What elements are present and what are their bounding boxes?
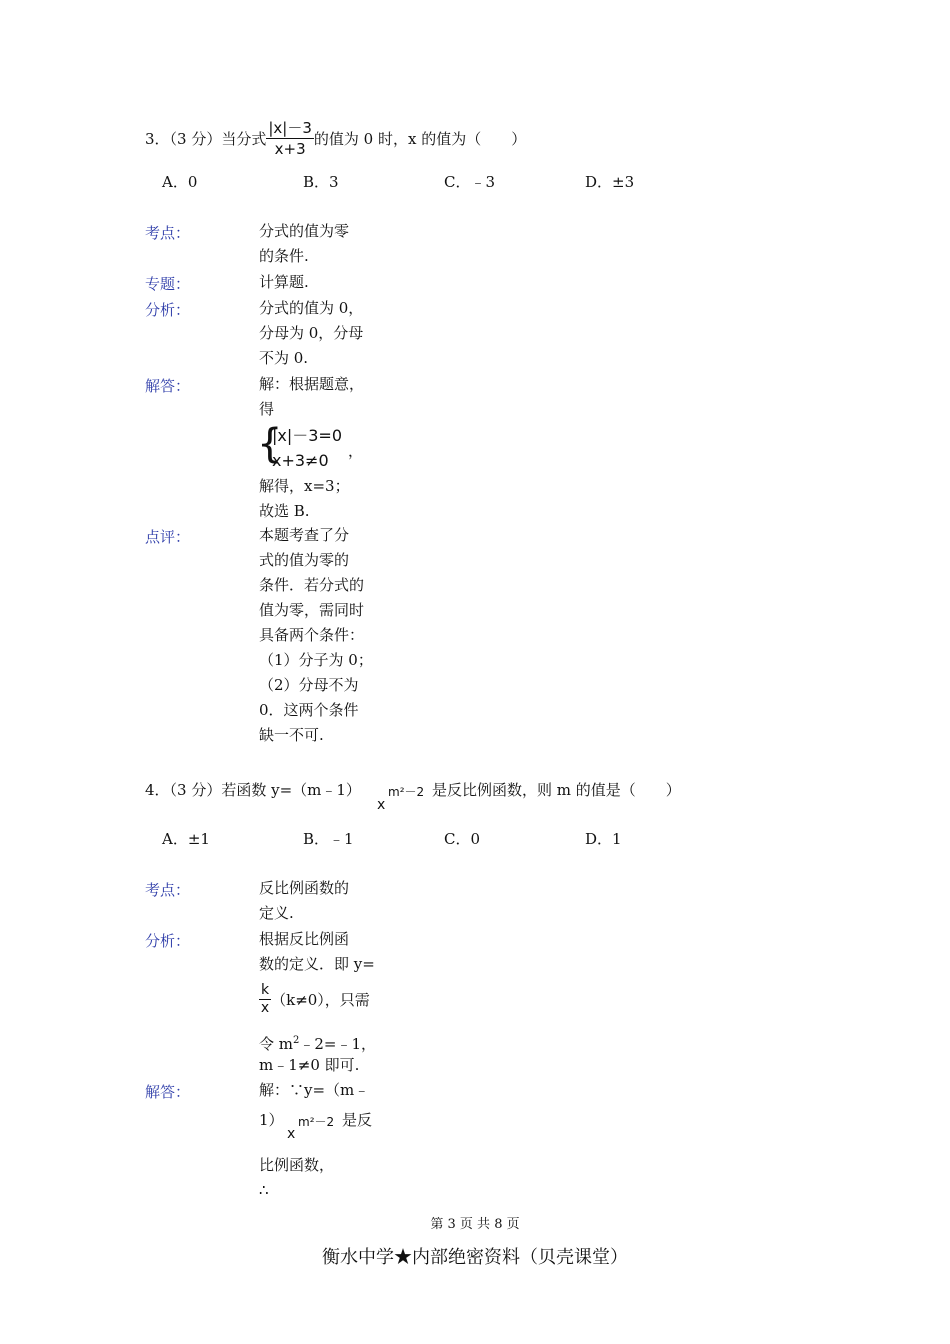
q3-kaodian: 分式的值为零 的条件.: [259, 222, 350, 265]
q4-option-c: C．0: [444, 830, 481, 848]
q4-jieda-label: 解答：: [145, 1083, 191, 1101]
q4-fenxi-b1: 令 $m^2﹣2=﹣1$，: [259, 1035, 377, 1053]
q4-option-d: D．1: [585, 830, 622, 848]
page-number: 第 3 页 共 8 页: [430, 1217, 520, 1232]
q4-x-base: x: [377, 797, 386, 813]
q3-dianping-label: 点评：: [145, 528, 191, 546]
q3-jieda-b: 解得，x=3； 故选 B.: [259, 477, 350, 520]
q4-k-fraction: $\frac{k}{x}$: [260, 982, 270, 1016]
q4-exponent: m²－2: [388, 785, 425, 799]
q4-fenxi-k-line: $\frac{k}{x}$ （k≠0），只需: [260, 982, 370, 1016]
q4-option-b: B．﹣1: [303, 830, 354, 848]
q3-system-line2: x+3≠0: [272, 451, 329, 470]
q3-option-d: D．±3: [585, 173, 635, 191]
q3-option-b: B．3: [303, 173, 339, 191]
footer-banner: 衡水中学★内部绝密资料（贝壳课堂）: [322, 1247, 628, 1268]
q4-stem-suffix: 是反比例函数，则 m 的值是（ ）: [432, 781, 681, 799]
q3-kaodian-label: 考点：: [145, 224, 191, 242]
q4-jieda-c: 比例函数，: [259, 1156, 335, 1174]
q4-option-a: A．±1: [162, 830, 210, 848]
q3-jieda-label: 解答：: [145, 377, 191, 395]
q3-dianping: 本题考查了分 式的值为零的 条件．若分式的 值为零，需同时 具备两个条件： （1）分子为 0； （2）分母不为 0．这两个条件 缺一不可.: [259, 526, 373, 744]
q3-zhuanti: 计算题.: [259, 273, 309, 291]
q4-fenxi-label: 分析：: [145, 932, 191, 950]
q4-jieda-d: ∴: [259, 1181, 269, 1199]
q3-fraction: $\frac{|x|-3}{x+3}$: [268, 119, 312, 158]
q4-jieda-exponent: m²－2: [298, 1115, 335, 1129]
q3-fenxi: 分式的值为 0， 分母为 0，分母 不为 0.: [259, 299, 364, 367]
q3-stem: 3．（3 分）当分式 $\frac{|x|-3}{x+3}$ 的值为 0 时，x 的值为（ ）: [145, 119, 527, 158]
q3-system-brace: {: [257, 421, 283, 467]
q3-option-a: A．0: [162, 173, 198, 191]
q3-system-line1: |x|－3=0: [272, 426, 343, 445]
q4-jieda-b-prefix: 1）: [259, 1111, 284, 1129]
q4-jieda-x: x: [287, 1126, 296, 1142]
q4-kaodian-label: 考点：: [145, 881, 191, 899]
q3-option-c: C．﹣3: [444, 173, 496, 191]
q3-fenxi-label: 分析：: [145, 301, 191, 319]
q4-jieda-a: 解：∵y=（m﹣: [259, 1081, 370, 1099]
q4-kaodian: 反比例函数的 定义.: [259, 879, 350, 922]
q3-system-comma: ，: [348, 442, 364, 460]
q4-fenxi-b2: m﹣1≠0 即可.: [259, 1056, 360, 1074]
q4-jieda-b-suffix: 是反: [342, 1111, 373, 1129]
q4-stem-prefix: 4．（3 分）若函数 y=（m﹣1）: [145, 781, 361, 799]
q4-fenxi-a: 根据反比例函 数的定义．即 y=: [259, 930, 375, 973]
q3-jieda-a: 解：根据题意， 得: [259, 375, 365, 418]
q3-zhuanti-label: 专题：: [145, 275, 191, 293]
